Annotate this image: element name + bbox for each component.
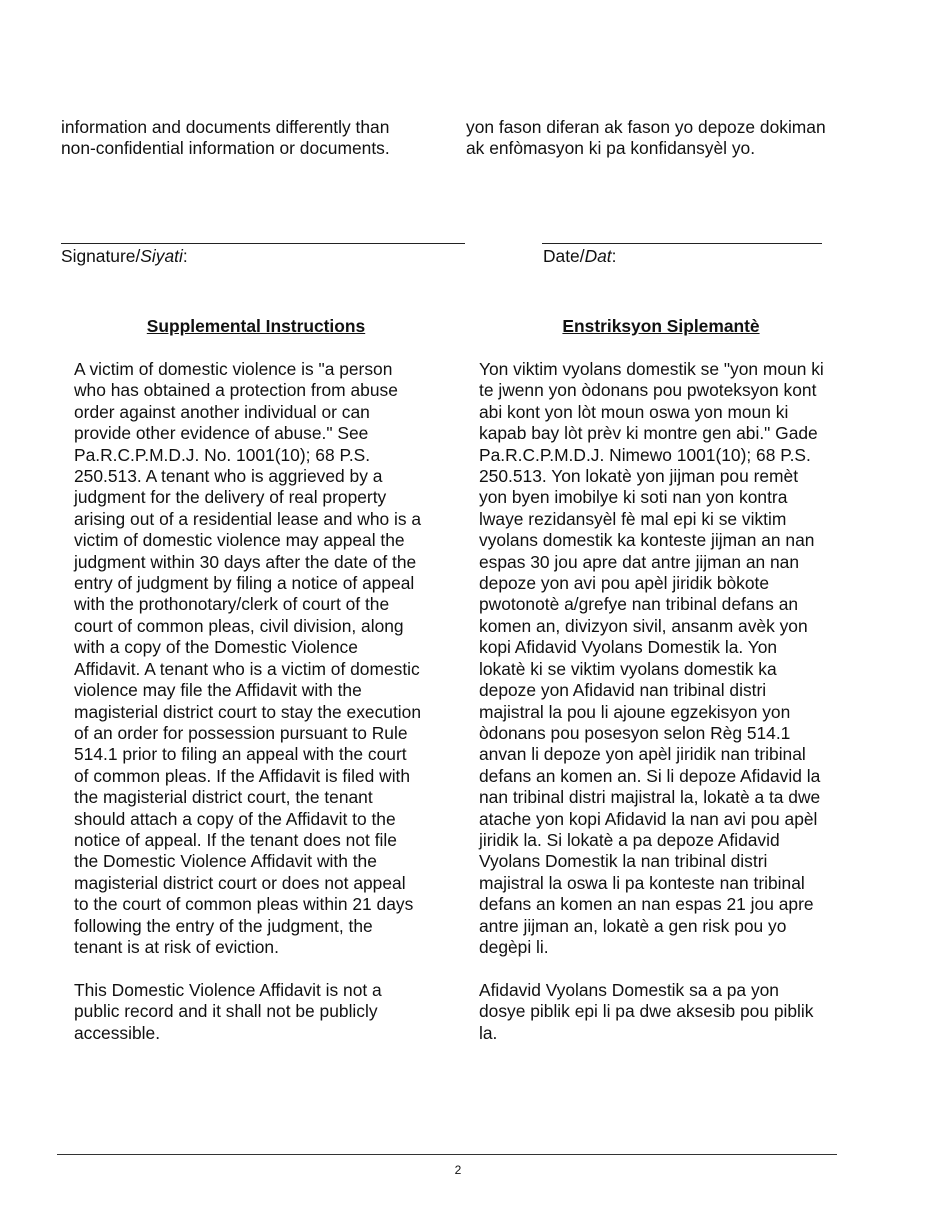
top-left-text: information and documents differently than non-confidential information or documents. — [61, 117, 390, 159]
english-heading: Supplemental Instructions — [146, 316, 366, 336]
date-label-colon: : — [611, 246, 617, 266]
english-paragraph-2: This Domestic Violence Affidavit is not a public record and it shall not be publicly accessible. — [74, 980, 382, 1043]
signature-label-en: Signature/ — [61, 246, 141, 266]
signature-line[interactable] — [61, 243, 465, 244]
date-label-ht: Dat — [584, 246, 612, 266]
date-label — [543, 246, 616, 267]
top-right-text: yon fason diferan ak fason yo depoze dokiman ak enfòmasyon ki pa konfidansyèl yo. — [466, 117, 826, 159]
page-number: 2 — [454, 1163, 462, 1177]
signature-label-ht: Siyati — [140, 246, 183, 266]
signature-label — [61, 246, 188, 267]
date-label-en: Date/ — [543, 246, 585, 266]
creole-heading: Enstriksyon Siplemantè — [562, 316, 760, 336]
signature-label-colon: : — [182, 246, 188, 266]
footer-rule — [57, 1154, 837, 1155]
creole-paragraph-1: Yon viktim vyolans domestik se "yon moun ki te jwenn yon òdonans pou pwoteksyon kont abi kont yon lòt moun oswa yon moun ki kapab bay lòt prèv ki montre gen abi." Gade Pa.R.C.P.M.D.J. Nimewo 1001(10); 68 P.S. 250.513. Yon lokatè yon jijman pou remèt yon byen imobilye ki soti nan yon kontra lwaye rezidansyèl fè mal epi ki se viktim vyolans domestik ka konteste jijman an nan espas 30 jou apre dat antre jijman an nan depoze yon avi pou apèl jiridik bòkote pwotonotè a/grefye nan tribinal defans an komen an, divizyon sivil, ansanm avèk yon kopi Afidavid Vyolans Domestik la. Yon lokatè ki se viktim vyolans domestik ka depoze yon Afidavid nan tribinal distri majistral la pou li ajoune egzekisyon yon òdonans pou posesyon selon Règ 514.1 anvan li depoze yon apèl jiridik nan tribinal defans an komen an. Si li depoze Afidavid la nan tribinal distri majistral la, lokatè a ta dwe atache yon kopi Afidavid la nan avi pou apèl jiridik la. Si lokatè a pa depoze Afidavid Vyolans Domestik la nan tribinal distri majistral la oswa li pa konteste nan tribinal defans an komen an nan espas 21 jou apre antre jijman an, lokatè a gen risk pou yo degèpi li. — [479, 359, 824, 957]
creole-paragraph-2: Afidavid Vyolans Domestik sa a pa yon dosye piblik epi li pa dwe aksesib pou piblik la. — [479, 980, 814, 1043]
date-line[interactable] — [542, 243, 822, 244]
english-paragraph-1: A victim of domestic violence is "a person who has obtained a protection from abuse order against another individual or can provide other evidence of abuse." See Pa.R.C.P.M.D.J. No. 1001(10); 68 P.S. 250.513. A tenant who is aggrieved by a judgment for the delivery of real property arising out of a residential lease and who is a victim of domestic violence may appeal the judgment within 30 days after the date of the entry of judgment by filing a notice of appeal with the prothonotary/clerk of court of the court of common pleas, civil division, along with a copy of the Domestic Violence Affidavit. A tenant who is a victim of domestic violence may file the Affidavit with the magisterial district court to stay the execution of an order for possession pursuant to Rule 514.1 prior to filing an appeal with the court of common pleas. If the Affidavit is filed with the magisterial district court, the tenant should attach a copy of the Affidavit to the notice of appeal. If the tenant does not file the Domestic Violence Affidavit with the magisterial district court or does not appeal to the court of common pleas within 21 days following the entry of the judgment, the tenant is at risk of eviction. — [74, 359, 422, 957]
